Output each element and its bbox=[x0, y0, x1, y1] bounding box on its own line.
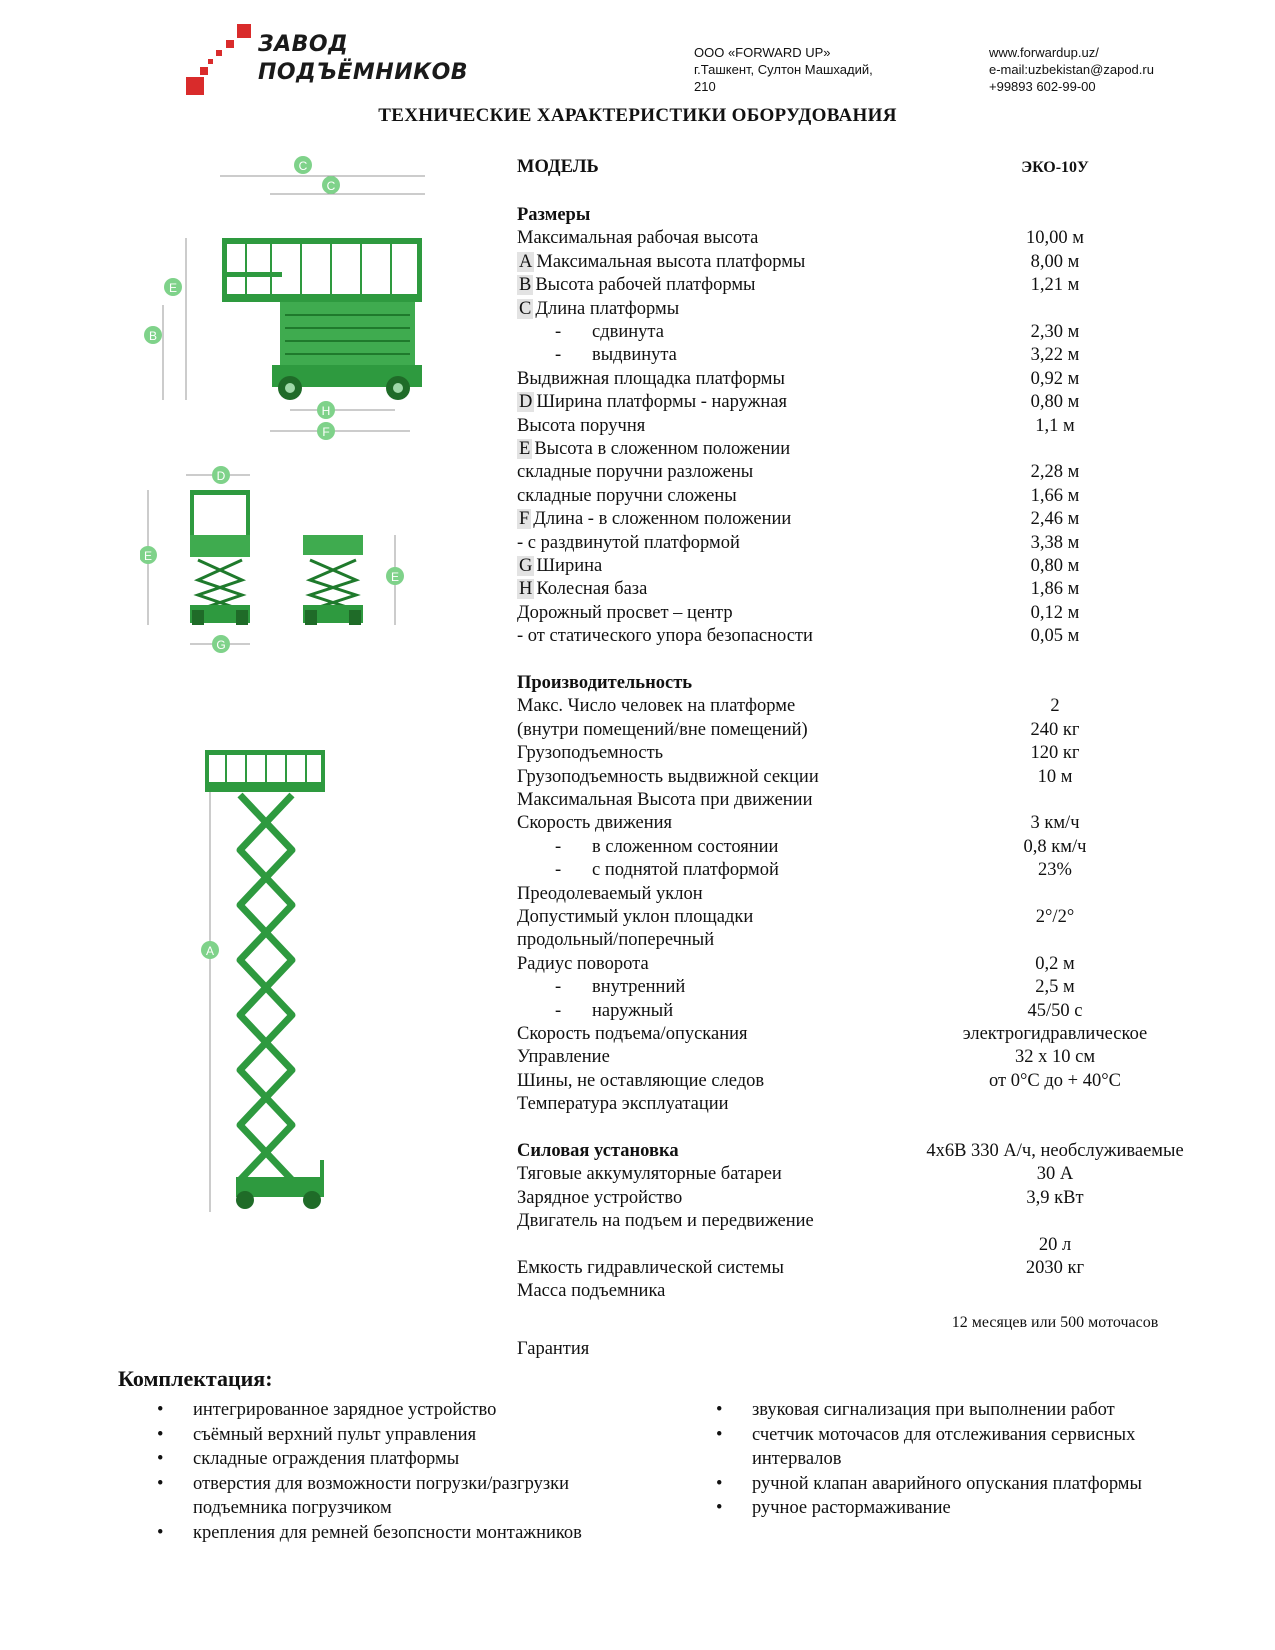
spec-label: Дорожный просвет – центр bbox=[517, 602, 733, 623]
logo-line-2: ПОДЪЁМНИКОВ bbox=[258, 60, 469, 85]
spec-row bbox=[517, 765, 1217, 789]
kit-item-text: счетчик моточасов для отслеживания сервисных bbox=[752, 1424, 1136, 1445]
dimension-letter: G bbox=[519, 556, 533, 576]
company-info bbox=[694, 44, 873, 95]
kit-item bbox=[157, 1472, 570, 1520]
kit-item bbox=[716, 1423, 1136, 1471]
marker-e-folded: E bbox=[390, 570, 400, 584]
spec-row bbox=[517, 1069, 1217, 1093]
spec-row bbox=[517, 273, 1217, 297]
bullet-icon: • bbox=[716, 1400, 723, 1420]
contact-info bbox=[989, 44, 1154, 95]
spec-row bbox=[517, 648, 1217, 672]
equipment-diagrams bbox=[140, 150, 460, 1270]
spec-label: Размеры bbox=[517, 205, 591, 225]
spec-value: 32 х 10 см bbox=[1014, 1047, 1096, 1068]
spec-label: Преодолеваемый уклон bbox=[517, 883, 703, 904]
bullet-icon: • bbox=[157, 1473, 164, 1494]
spec-row bbox=[517, 905, 1217, 929]
spec-label: выдвинута bbox=[592, 345, 677, 366]
kit-item bbox=[157, 1447, 460, 1471]
dimension-letter: H bbox=[519, 579, 533, 600]
spec-value: 2,30 м bbox=[1030, 322, 1080, 342]
spec-value: 30 А bbox=[1036, 1164, 1074, 1185]
kit-item-text: звуковая сигнализация при выполнении работ bbox=[752, 1400, 1115, 1420]
spec-label: Силовая установка bbox=[517, 1141, 679, 1161]
bullet-icon: • bbox=[716, 1498, 723, 1518]
spec-value: 0,12 м bbox=[1030, 602, 1080, 623]
spec-label: Грузоподъемность выдвижной секции bbox=[517, 766, 819, 787]
spec-row bbox=[517, 297, 1217, 321]
spec-row bbox=[517, 507, 1217, 531]
bullet-dash: - bbox=[555, 836, 562, 857]
spec-label: Высота в сложенном положении bbox=[534, 439, 791, 459]
spec-label: - от статического упора безопасности bbox=[517, 626, 813, 647]
bullet-dash: - bbox=[555, 1000, 562, 1021]
front-view-diagram bbox=[140, 466, 404, 653]
spec-label: Скорость подъема/опускания bbox=[517, 1024, 748, 1044]
model-row bbox=[517, 155, 1217, 179]
kit-item-text: подъемника погрузчиком bbox=[193, 1497, 392, 1518]
spec-row bbox=[517, 437, 1217, 461]
kit-item-text: ручное растормаживание bbox=[752, 1498, 951, 1518]
spec-label: Шины, не оставляющие следов bbox=[517, 1070, 765, 1091]
kit-item-text: складные ограждения платформы bbox=[193, 1449, 460, 1469]
spec-label: Грузоподъемность bbox=[517, 743, 664, 764]
bullet-dash: - bbox=[555, 860, 562, 881]
spec-label: Максимальная высота платформы bbox=[536, 251, 806, 272]
spec-row bbox=[517, 414, 1217, 438]
spec-row bbox=[517, 1233, 1217, 1257]
dimension-letter: D bbox=[519, 392, 533, 413]
kit-item bbox=[716, 1496, 951, 1520]
spec-row bbox=[517, 788, 1217, 812]
spec-value: 2 bbox=[1050, 696, 1060, 717]
spec-value: 0,80 м bbox=[1030, 556, 1080, 576]
dimension-letter: F bbox=[519, 509, 530, 530]
marker-c-top: C bbox=[298, 159, 308, 173]
spec-value: 0,05 м bbox=[1030, 626, 1080, 647]
spec-row bbox=[517, 1186, 1217, 1210]
spec-row bbox=[517, 718, 1217, 742]
kit-item-text: интегрированное зарядное устройство bbox=[193, 1400, 497, 1420]
spec-value: 4х6В 330 А/ч, необслуживаемые bbox=[926, 1141, 1184, 1161]
spec-value: 1,21 м bbox=[1030, 275, 1080, 296]
logo-line-1: ЗАВОД bbox=[258, 32, 349, 57]
spec-value: 23% bbox=[1038, 860, 1072, 881]
logo bbox=[186, 22, 486, 96]
kit-item-text: съёмный верхний пульт управления bbox=[193, 1424, 477, 1445]
spec-label: Скорость движения bbox=[517, 813, 673, 834]
spec-value: 20 л bbox=[1038, 1234, 1072, 1255]
kit-item bbox=[157, 1521, 582, 1545]
spec-row bbox=[517, 811, 1217, 835]
marker-a: A bbox=[205, 944, 215, 958]
spec-label: Тяговые аккумуляторные батареи bbox=[517, 1164, 782, 1185]
spec-value: 0,80 м bbox=[1030, 392, 1080, 413]
spec-row bbox=[517, 554, 1217, 578]
model-value: ЭКО-10У bbox=[1021, 159, 1089, 176]
spec-label: Температура эксплуатации bbox=[517, 1094, 729, 1115]
bullet-dash: - bbox=[555, 345, 562, 366]
spec-value: 8,00 м bbox=[1030, 251, 1080, 272]
spec-label: складные поручни сложены bbox=[517, 485, 737, 506]
spec-label: Емкость гидравлической системы bbox=[517, 1258, 784, 1278]
company-name: ООО «FORWARD UP» bbox=[694, 45, 831, 60]
spec-label: Масса подъемника bbox=[517, 1281, 666, 1302]
model-label: МОДЕЛЬ bbox=[517, 157, 599, 177]
bullet-icon: • bbox=[716, 1424, 723, 1445]
phone-number: +99893 602-99-00 bbox=[989, 79, 1096, 94]
page-title: ТЕХНИЧЕСКИЕ ХАРАКТЕРИСТИКИ ОБОРУДОВАНИЯ bbox=[378, 105, 897, 126]
spec-label: Высота поручня bbox=[517, 415, 646, 436]
spec-label: складные поручни разложены bbox=[517, 462, 754, 483]
spec-label: наружный bbox=[592, 1000, 674, 1021]
spec-row bbox=[517, 484, 1217, 508]
spec-section-heading bbox=[517, 1139, 1217, 1163]
spec-row bbox=[517, 624, 1217, 648]
kit-item-text: ручной клапан аварийного опускания платформы bbox=[752, 1473, 1142, 1494]
dimension-letter: B bbox=[519, 275, 532, 296]
spec-row bbox=[517, 1116, 1217, 1140]
spec-label: Высота рабочей платформы bbox=[535, 275, 756, 296]
spec-row bbox=[517, 999, 1217, 1023]
spec-row bbox=[517, 460, 1217, 484]
spec-row bbox=[517, 975, 1217, 999]
marker-e: E bbox=[168, 281, 178, 295]
spec-row bbox=[517, 1279, 1217, 1303]
bullet-icon: • bbox=[157, 1400, 164, 1420]
spec-label: Длина платформы bbox=[535, 298, 680, 319]
marker-b: B bbox=[148, 329, 158, 343]
spec-label: Допустимый уклон площадки bbox=[517, 907, 754, 927]
spec-row bbox=[517, 367, 1217, 391]
spec-value: 0,2 м bbox=[1035, 953, 1075, 974]
kit-item bbox=[157, 1423, 477, 1447]
kit-item-text: отверстия для возможности погрузки/разгрузки bbox=[193, 1473, 570, 1494]
spec-row bbox=[517, 858, 1217, 882]
spec-label: с поднятой платформой bbox=[592, 860, 779, 881]
spec-value: 1,86 м bbox=[1030, 579, 1080, 600]
spec-section-heading bbox=[517, 203, 1217, 227]
spec-label: (внутри помещений/вне помещений) bbox=[517, 719, 808, 740]
bullet-dash: - bbox=[555, 322, 562, 342]
kit-title: Комплектация: bbox=[118, 1366, 273, 1391]
spec-row bbox=[517, 882, 1217, 906]
spec-row bbox=[517, 1209, 1217, 1233]
spec-row bbox=[517, 1256, 1217, 1280]
kit-item bbox=[716, 1398, 1115, 1422]
marker-c: C bbox=[326, 179, 336, 193]
spec-value: 2030 кг bbox=[1025, 1258, 1085, 1278]
spec-row bbox=[517, 343, 1217, 367]
spec-row bbox=[517, 741, 1217, 765]
marker-f: F bbox=[322, 425, 330, 439]
bullet-icon: • bbox=[716, 1473, 723, 1494]
spec-value: 2,5 м bbox=[1035, 977, 1075, 998]
bullet-icon: • bbox=[157, 1424, 164, 1445]
logo-squares-icon bbox=[186, 22, 256, 96]
spec-label: - с раздвинутой платформой bbox=[517, 532, 740, 553]
spec-row bbox=[517, 226, 1217, 250]
spec-row bbox=[517, 1092, 1217, 1116]
spec-value: 1,1 м bbox=[1035, 415, 1075, 436]
spec-row bbox=[517, 601, 1217, 625]
spec-row bbox=[517, 1022, 1217, 1046]
spec-section-heading bbox=[517, 671, 1217, 695]
warranty-value: 12 месяцев или 500 моточасов bbox=[951, 1314, 1159, 1331]
spec-row bbox=[517, 390, 1217, 414]
spec-label: сдвинута bbox=[592, 322, 664, 342]
spec-label: Производительность bbox=[517, 673, 693, 693]
kit-item-text: интервалов bbox=[752, 1448, 842, 1469]
company-address-number: 210 bbox=[694, 79, 716, 94]
spec-row bbox=[517, 835, 1217, 859]
spec-row bbox=[517, 250, 1217, 274]
warranty-label: Гарантия bbox=[517, 1339, 590, 1359]
extended-lift-diagram bbox=[201, 750, 325, 1212]
spec-value: 3,38 м bbox=[1030, 532, 1080, 553]
marker-h: H bbox=[321, 404, 331, 418]
marker-e-front: E bbox=[143, 549, 153, 563]
marker-d: D bbox=[216, 469, 226, 483]
spec-label: Двигатель на подъем и передвижение bbox=[517, 1211, 814, 1232]
spec-label: Зарядное устройство bbox=[517, 1187, 683, 1208]
spec-label: внутренний bbox=[592, 977, 686, 998]
spec-label: Управление bbox=[517, 1047, 610, 1068]
spec-value: 3 км/ч bbox=[1030, 813, 1080, 834]
spec-row bbox=[517, 1162, 1217, 1186]
spec-value: 0,92 м bbox=[1030, 368, 1080, 389]
spec-label: Радиус поворота bbox=[517, 953, 649, 974]
company-address: г.Ташкент, Султон Машхадий, bbox=[694, 62, 873, 77]
spec-label: Максимальная Высота при движении bbox=[517, 790, 813, 810]
spec-value: 3,9 кВт bbox=[1026, 1187, 1084, 1208]
spec-row bbox=[517, 928, 1217, 952]
spec-value: 1,66 м bbox=[1030, 485, 1080, 506]
side-view-diagram bbox=[144, 156, 425, 440]
spec-value: 0,8 км/ч bbox=[1023, 836, 1087, 857]
spec-value: 2,28 м bbox=[1030, 462, 1080, 483]
spec-label: Колесная база bbox=[536, 579, 648, 600]
spec-row bbox=[517, 531, 1217, 555]
spec-row bbox=[517, 952, 1217, 976]
spec-row bbox=[517, 577, 1217, 601]
kit-item bbox=[157, 1398, 497, 1422]
spec-label: Длина - в сложенном положении bbox=[533, 509, 792, 530]
email-link[interactable]: e-mail:uzbekistan@zapod.ru bbox=[989, 62, 1154, 77]
dimension-letter: A bbox=[519, 251, 533, 272]
spec-label: в сложенном состоянии bbox=[592, 836, 779, 857]
bullet-icon: • bbox=[157, 1449, 164, 1469]
bullet-icon: • bbox=[157, 1522, 164, 1543]
spec-label: Ширина bbox=[536, 556, 603, 576]
spec-value: 45/50 с bbox=[1027, 1000, 1083, 1021]
kit-item-text: крепления для ремней безопсности монтажников bbox=[193, 1522, 582, 1543]
dimension-letter: C bbox=[519, 298, 532, 319]
spec-value: 120 кг bbox=[1030, 743, 1080, 764]
website-link[interactable]: www.forwardup.uz/ bbox=[989, 45, 1099, 60]
spec-value: 10 м bbox=[1037, 766, 1073, 787]
spec-label: Макс. Число человек на платформе bbox=[517, 696, 796, 717]
spec-value: 3,22 м bbox=[1030, 345, 1080, 366]
dimension-letter: E bbox=[519, 439, 531, 459]
spec-value: 10,00 м bbox=[1026, 228, 1084, 249]
spec-value: 2,46 м bbox=[1030, 509, 1080, 530]
spec-row bbox=[517, 694, 1217, 718]
spec-value: от 0°C до + 40°C bbox=[989, 1070, 1121, 1091]
spec-label: Максимальная рабочая высота bbox=[517, 228, 759, 249]
spec-row bbox=[517, 320, 1217, 344]
spec-value: электрогидравлическое bbox=[962, 1024, 1148, 1044]
spec-value: 240 кг bbox=[1030, 719, 1080, 740]
spec-label: продольный/поперечный bbox=[517, 930, 715, 951]
spec-label: Ширина платформы - наружная bbox=[536, 392, 788, 413]
spec-label: Выдвижная площадка платформы bbox=[517, 368, 785, 389]
spec-value: 2°/2° bbox=[1035, 907, 1075, 927]
marker-g: G bbox=[216, 638, 226, 652]
spec-row bbox=[517, 1045, 1217, 1069]
bullet-dash: - bbox=[555, 977, 562, 998]
kit-item bbox=[716, 1472, 1142, 1496]
